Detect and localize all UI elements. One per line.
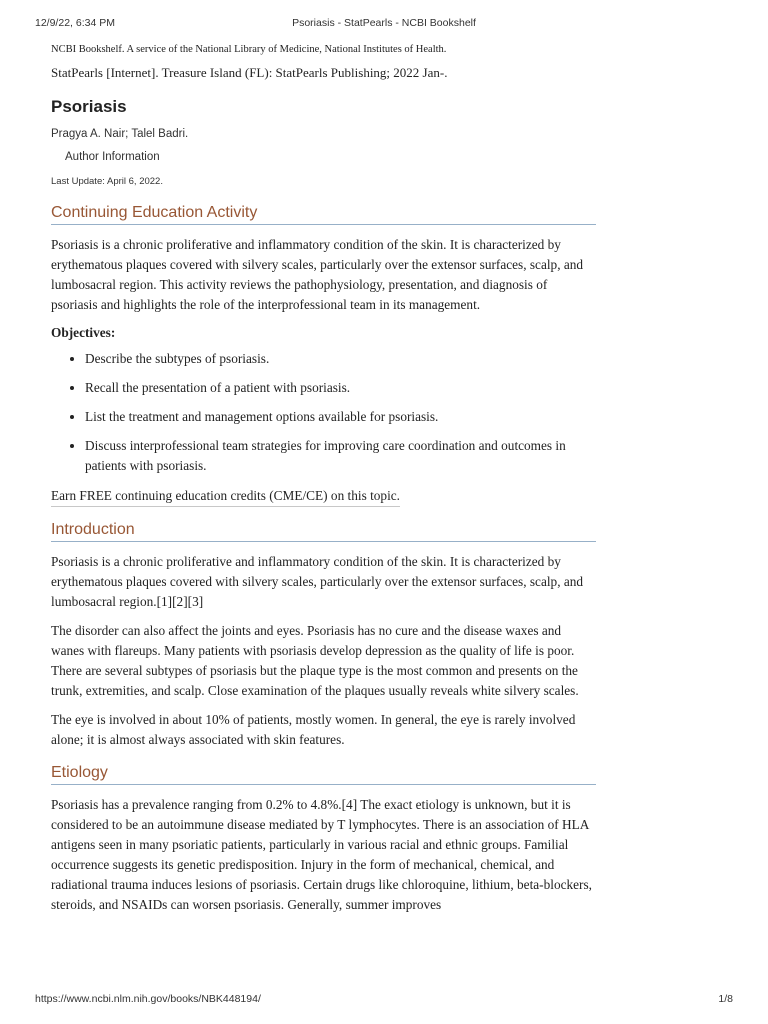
objective-item: • List the treatment and management options available for psoriasis. <box>85 407 596 427</box>
reference-link-4[interactable]: [4] <box>341 797 358 812</box>
article-content <box>51 40 596 915</box>
bookshelf-banner: NCBI Bookshelf. A service of the National Library of Medicine, National Institutes of Health. <box>51 44 447 55</box>
etiology-text-b: The exact etiology is unknown, but it is considered to be an autoimmune disease mediated by T lymphocytes. There is an association of HLA antigens seen in many psoriatic patients, particularly in various racial and ethnic groups. Familial occurrence suggests its genetic predisposition. Injury in the form of mechanical, chemical, and radiational trauma induces lesions of psoriasis. Certain drugs like chloroquine, lithium, beta-blockers, steroids, and NSAIDs can worsen psoriasis. Generally, summer improves <box>51 797 592 912</box>
print-page-title: Psoriasis - StatPearls - NCBI Bookshelf <box>292 17 476 29</box>
reference-link-3[interactable]: [3] <box>187 594 204 609</box>
cme-credits-link[interactable]: Earn FREE continuing education credits (CME/CE) on this topic. <box>51 486 400 507</box>
author-list: Pragya A. Nair; Talel Badri. <box>51 128 189 140</box>
page-title: Psoriasis <box>51 97 127 116</box>
page-url: https://www.ncbi.nlm.nih.gov/books/NBK448194/ <box>35 993 261 1005</box>
section-heading-continuing-education: Continuing Education Activity <box>51 204 596 225</box>
objective-item: • Recall the presentation of a patient with psoriasis. <box>85 378 596 398</box>
objectives-list <box>51 349 596 476</box>
objective-item: • Describe the subtypes of psoriasis. <box>85 349 596 369</box>
objectives-label: Objectives: <box>51 325 116 340</box>
intro-paragraph-2: The disorder can also affect the joints and eyes. Psoriasis has no cure and the disease waxes and wanes with flareups. Many patients with psoriasis develop depression as the quality of life is poor. There are several subtypes of psoriasis but the plaque type is the most common and presents on the trunk, extremities, and scalp. Close examination of the plaques usually reveals white silvery scales. <box>51 623 579 698</box>
reference-link-2[interactable]: [2] <box>172 594 188 609</box>
print-datetime: 12/9/22, 6:34 PM <box>35 17 115 29</box>
objective-item: • Discuss interprofessional team strategies for improving care coordination and outcomes in patients with psoriasis. <box>85 436 596 476</box>
author-information-toggle[interactable]: Author Information <box>65 151 160 163</box>
section-heading-introduction: Introduction <box>51 521 596 542</box>
etiology-text-a: Psoriasis has a prevalence ranging from 0.2% to 4.8%. <box>51 797 342 812</box>
reference-link-1[interactable]: [1] <box>156 594 173 609</box>
print-footer <box>35 993 733 1007</box>
page-number: 1/8 <box>718 993 733 1005</box>
print-header <box>35 17 733 31</box>
ce-paragraph: Psoriasis is a chronic proliferative and inflammatory condition of the skin. It is characterized by erythematous plaques covered with silvery scales, particularly over the extensor surfaces, scalp, and lumbosacral region. This activity reviews the pathophysiology, presentation, and diagnosis of psoriasis and highlights the role of the interprofessional team in its management. <box>51 237 584 312</box>
intro-paragraph-1-text: Psoriasis is a chronic proliferative and inflammatory condition of the skin. It is characterized by erythematous plaques covered with silvery scales, particularly over the extensor surfaces, scalp, and lumbosacral region. <box>51 554 584 609</box>
last-update: Last Update: April 6, 2022. <box>51 176 163 187</box>
section-heading-etiology: Etiology <box>51 764 596 785</box>
intro-paragraph-3: The eye is involved in about 10% of patients, mostly women. In general, the eye is rarely involved alone; it is almost always associated with skin features. <box>51 712 576 747</box>
etiology-paragraph <box>51 795 596 915</box>
intro-paragraph-1 <box>51 552 596 612</box>
citation-line: StatPearls [Internet]. Treasure Island (FL): StatPearls Publishing; 2022 Jan-. <box>51 65 448 80</box>
